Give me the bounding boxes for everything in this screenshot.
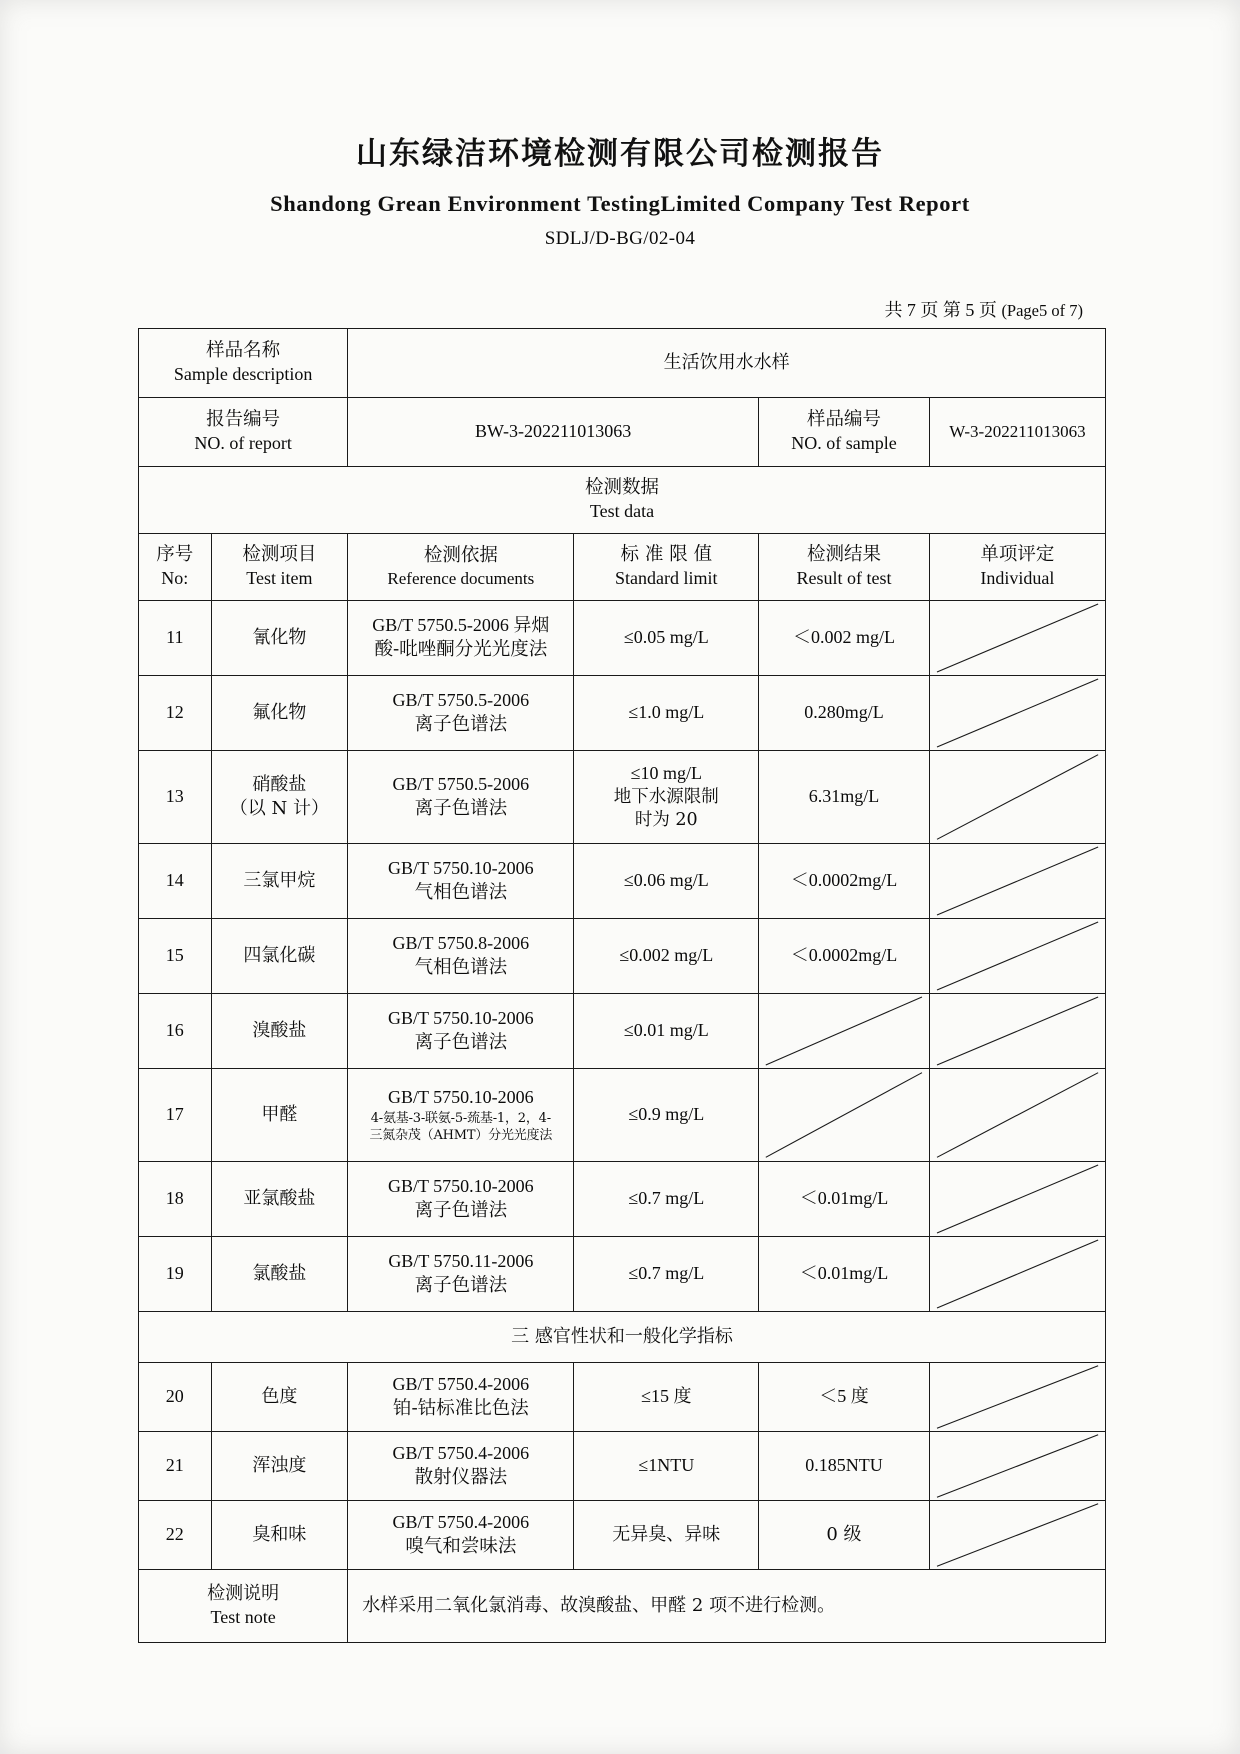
- table-row: [139, 1069, 1106, 1162]
- row-reference-line3: 三氮杂茂（AHMT）分光光度法: [369, 1127, 553, 1143]
- row-limit: ≤0.9 mg/L: [574, 1069, 759, 1162]
- sample-description-label-en: Sample description: [173, 364, 313, 385]
- report-title-en: Shandong Grean Environment TestingLimited Company Test Report: [270, 191, 970, 216]
- row-item-line2: （以 N 计）: [229, 798, 329, 819]
- row-limit: ≤15 度: [574, 1363, 759, 1432]
- sample-description-row: [139, 329, 1106, 398]
- row-limit: ≤0.01 mg/L: [574, 994, 759, 1069]
- page-number: [884, 296, 1083, 322]
- row-reference-line1: GB/T 5750.4-2006: [392, 1442, 530, 1463]
- row-individual: [929, 1237, 1105, 1312]
- row-reference-line1: GB/T 5750.4-2006: [392, 1373, 530, 1394]
- row-reference-line2: 铂-钴标准比色法: [392, 1397, 529, 1419]
- row-reference-line1: GB/T 5750.10-2006: [387, 1086, 534, 1107]
- row-reference: [348, 844, 574, 919]
- row-reference-line1: GB/T 5750.4-2006: [392, 1511, 530, 1532]
- row-result: ＜0.0002mg/L: [759, 919, 930, 994]
- row-individual: [929, 676, 1105, 751]
- column-header-item-cn: 检测项目: [242, 543, 317, 565]
- table-row: [139, 1363, 1106, 1432]
- row-no: 16: [139, 994, 212, 1069]
- sample-description-label: [139, 329, 348, 398]
- diagonal-slash-icon: [930, 1501, 1105, 1569]
- row-reference-line1: GB/T 5750.10-2006: [387, 1175, 534, 1196]
- column-header-reference: [348, 534, 574, 601]
- sample-number-label-cn: 样品编号: [806, 408, 881, 430]
- row-result: ＜5 度: [759, 1363, 930, 1432]
- row-limit: ≤0.002 mg/L: [574, 919, 759, 994]
- table-row: [139, 751, 1106, 844]
- row-no: 11: [139, 601, 212, 676]
- row-individual: [929, 751, 1105, 844]
- row-limit: ≤1.0 mg/L: [574, 676, 759, 751]
- row-item: 氟化物: [211, 676, 348, 751]
- row-reference-line2: 离子色谱法: [414, 713, 508, 735]
- diagonal-slash-icon: [930, 601, 1105, 675]
- table-row: [139, 1501, 1106, 1570]
- test-report-table: [138, 328, 1106, 1643]
- table-row: [139, 676, 1106, 751]
- test-note-label: [139, 1570, 348, 1643]
- test-data-label-en: Test data: [589, 501, 655, 522]
- row-individual: [929, 1162, 1105, 1237]
- row-item: 三氯甲烷: [211, 844, 348, 919]
- row-item: 氰化物: [211, 601, 348, 676]
- table-row: [139, 1162, 1106, 1237]
- diagonal-slash-icon: [930, 751, 1105, 843]
- row-no: 18: [139, 1162, 212, 1237]
- row-reference-line1: GB/T 5750.8-2006: [392, 932, 530, 953]
- row-reference-line2: 4-氨基-3-联氨-5-巯基-1，2，4-: [370, 1110, 551, 1126]
- column-header-individual-en: Individual: [980, 568, 1055, 589]
- row-result: 0.185NTU: [759, 1432, 930, 1501]
- row-no: 12: [139, 676, 212, 751]
- row-reference: [348, 601, 574, 676]
- test-data-banner-row: [139, 467, 1106, 534]
- report-number-label-cn: 报告编号: [206, 408, 281, 430]
- column-header-reference-cn: 检测依据: [423, 544, 498, 566]
- row-no: 13: [139, 751, 212, 844]
- column-header-limit-cn: 标 准 限 值: [620, 543, 713, 565]
- row-individual: [929, 1069, 1105, 1162]
- diagonal-slash-icon: [930, 994, 1105, 1068]
- test-note-row: [139, 1570, 1106, 1643]
- diagonal-slash-icon: [930, 1237, 1105, 1311]
- diagonal-slash-icon: [759, 994, 929, 1068]
- row-item: 浑浊度: [211, 1432, 348, 1501]
- row-reference-line2: 嗅气和尝味法: [405, 1535, 517, 1557]
- test-note-text: 水样采用二氧化氯消毒、故溴酸盐、甲醛 2 项不进行检测。: [348, 1570, 1106, 1643]
- row-result: ＜0.0002mg/L: [759, 844, 930, 919]
- row-result: ＜0.01mg/L: [759, 1162, 930, 1237]
- row-individual: [929, 919, 1105, 994]
- table-row: [139, 1432, 1106, 1501]
- row-reference-line2: 气相色谱法: [414, 956, 508, 978]
- row-reference-line1: GB/T 5750.11-2006: [388, 1250, 534, 1271]
- row-item: 甲醛: [211, 1069, 348, 1162]
- row-item: 亚氯酸盐: [211, 1162, 348, 1237]
- row-reference-line1: GB/T 5750.10-2006: [387, 1007, 534, 1028]
- page-number-cn: 共 7 页 第 5 页: [884, 300, 997, 320]
- row-result: 0 级: [759, 1501, 930, 1570]
- row-no: 19: [139, 1237, 212, 1312]
- section-header-row: [139, 1312, 1106, 1363]
- row-reference-line2: 气相色谱法: [414, 881, 508, 903]
- page-number-en: (Page5 of 7): [1001, 301, 1083, 320]
- row-reference: [348, 1162, 574, 1237]
- column-header-result-cn: 检测结果: [806, 543, 881, 565]
- column-header-limit: [574, 534, 759, 601]
- row-item: 四氯化碳: [211, 919, 348, 994]
- test-note-label-en: Test note: [210, 1607, 276, 1627]
- row-limit: [574, 751, 759, 844]
- row-individual: [929, 1363, 1105, 1432]
- sample-number-value: W-3-202211013063: [929, 398, 1105, 467]
- row-item: 氯酸盐: [211, 1237, 348, 1312]
- row-no: 22: [139, 1501, 212, 1570]
- row-no: 17: [139, 1069, 212, 1162]
- diagonal-slash-icon: [930, 919, 1105, 993]
- document-code: SDLJ/D-BG/02-04: [544, 228, 696, 249]
- row-reference: [348, 1363, 574, 1432]
- row-limit-line3: 时为 20: [634, 809, 698, 830]
- sample-number-label: [759, 398, 930, 467]
- row-result: [759, 1069, 930, 1162]
- diagonal-slash-icon: [930, 1162, 1105, 1236]
- column-header-no-en: No:: [161, 568, 189, 589]
- row-item: 臭和味: [211, 1501, 348, 1570]
- row-reference-line2: 散射仪器法: [414, 1466, 508, 1488]
- column-header-individual: [929, 534, 1105, 601]
- row-reference-line1: GB/T 5750.10-2006: [387, 857, 534, 878]
- diagonal-slash-icon: [930, 1432, 1105, 1500]
- row-result: [759, 994, 930, 1069]
- report-title-cn: 山东绿洁环境检测有限公司检测报告: [356, 136, 884, 172]
- row-reference-line2: 离子色谱法: [414, 1274, 508, 1296]
- test-data-label-cn: 检测数据: [584, 476, 659, 498]
- diagonal-slash-icon: [930, 1069, 1105, 1161]
- row-reference-line1: GB/T 5750.5-2006 异烟: [372, 614, 550, 635]
- row-reference-line2: 离子色谱法: [414, 797, 508, 819]
- column-header-limit-en: Standard limit: [615, 568, 718, 589]
- column-header-reference-en: Reference documents: [387, 568, 535, 588]
- table-row: [139, 919, 1106, 994]
- row-item-line1: 硝酸盐: [252, 774, 307, 796]
- row-reference-line1: GB/T 5750.5-2006: [392, 773, 530, 794]
- column-header-result-en: Result of test: [796, 568, 892, 589]
- row-individual: [929, 994, 1105, 1069]
- row-reference: [348, 1432, 574, 1501]
- row-reference: [348, 919, 574, 994]
- report-number-value: BW-3-202211013063: [348, 398, 759, 467]
- row-no: 20: [139, 1363, 212, 1432]
- row-reference-line2: 酸-吡唑酮分光光度法: [374, 638, 548, 660]
- row-no: 21: [139, 1432, 212, 1501]
- report-header: [0, 0, 1240, 250]
- row-limit: ≤0.05 mg/L: [574, 601, 759, 676]
- column-header-result: [759, 534, 930, 601]
- row-limit-line2: 地下水源限制: [613, 786, 719, 807]
- sample-description-value: 生活饮用水水样: [348, 329, 1106, 398]
- row-limit: ≤1NTU: [574, 1432, 759, 1501]
- row-limit-line1: ≤10 mg/L: [630, 763, 702, 784]
- test-note-label-cn: 检测说明: [207, 1583, 280, 1605]
- section-header-label: 三 感官性状和一般化学指标: [139, 1312, 1106, 1363]
- column-header-no-cn: 序号: [156, 543, 194, 565]
- diagonal-slash-icon: [930, 1363, 1105, 1431]
- table-row: [139, 844, 1106, 919]
- table-row: [139, 994, 1106, 1069]
- row-limit: ≤0.06 mg/L: [574, 844, 759, 919]
- test-data-banner: [139, 467, 1106, 534]
- row-individual: [929, 601, 1105, 676]
- row-result: ＜0.01mg/L: [759, 1237, 930, 1312]
- row-reference: [348, 1069, 574, 1162]
- column-header-item: [211, 534, 348, 601]
- report-number-label: [139, 398, 348, 467]
- row-result: 6.31mg/L: [759, 751, 930, 844]
- column-header-individual-cn: 单项评定: [980, 543, 1055, 565]
- row-reference: [348, 1237, 574, 1312]
- sample-number-label-en: NO. of sample: [791, 433, 897, 454]
- row-reference: [348, 676, 574, 751]
- report-number-label-en: NO. of report: [194, 433, 292, 454]
- row-reference: [348, 994, 574, 1069]
- table-row: [139, 1237, 1106, 1312]
- row-item: 色度: [211, 1363, 348, 1432]
- column-header-item-en: Test item: [246, 568, 313, 589]
- row-reference: [348, 751, 574, 844]
- row-individual: [929, 1501, 1105, 1570]
- report-number-row: [139, 398, 1106, 467]
- row-limit: 无异臭、异味: [574, 1501, 759, 1570]
- diagonal-slash-icon: [759, 1069, 929, 1161]
- row-individual: [929, 1432, 1105, 1501]
- column-header-row: [139, 534, 1106, 601]
- row-reference: [348, 1501, 574, 1570]
- row-limit: ≤0.7 mg/L: [574, 1162, 759, 1237]
- row-no: 15: [139, 919, 212, 994]
- row-reference-line2: 离子色谱法: [414, 1031, 508, 1053]
- sample-description-label-cn: 样品名称: [206, 339, 281, 361]
- diagonal-slash-icon: [930, 676, 1105, 750]
- row-item: 溴酸盐: [211, 994, 348, 1069]
- table-row: [139, 601, 1106, 676]
- diagonal-slash-icon: [930, 844, 1105, 918]
- row-item: [211, 751, 348, 844]
- row-limit: ≤0.7 mg/L: [574, 1237, 759, 1312]
- column-header-no: [139, 534, 212, 601]
- row-no: 14: [139, 844, 212, 919]
- row-result: 0.280mg/L: [759, 676, 930, 751]
- row-reference-line2: 离子色谱法: [414, 1199, 508, 1221]
- row-result: ＜0.002 mg/L: [759, 601, 930, 676]
- row-reference-line1: GB/T 5750.5-2006: [392, 689, 530, 710]
- row-individual: [929, 844, 1105, 919]
